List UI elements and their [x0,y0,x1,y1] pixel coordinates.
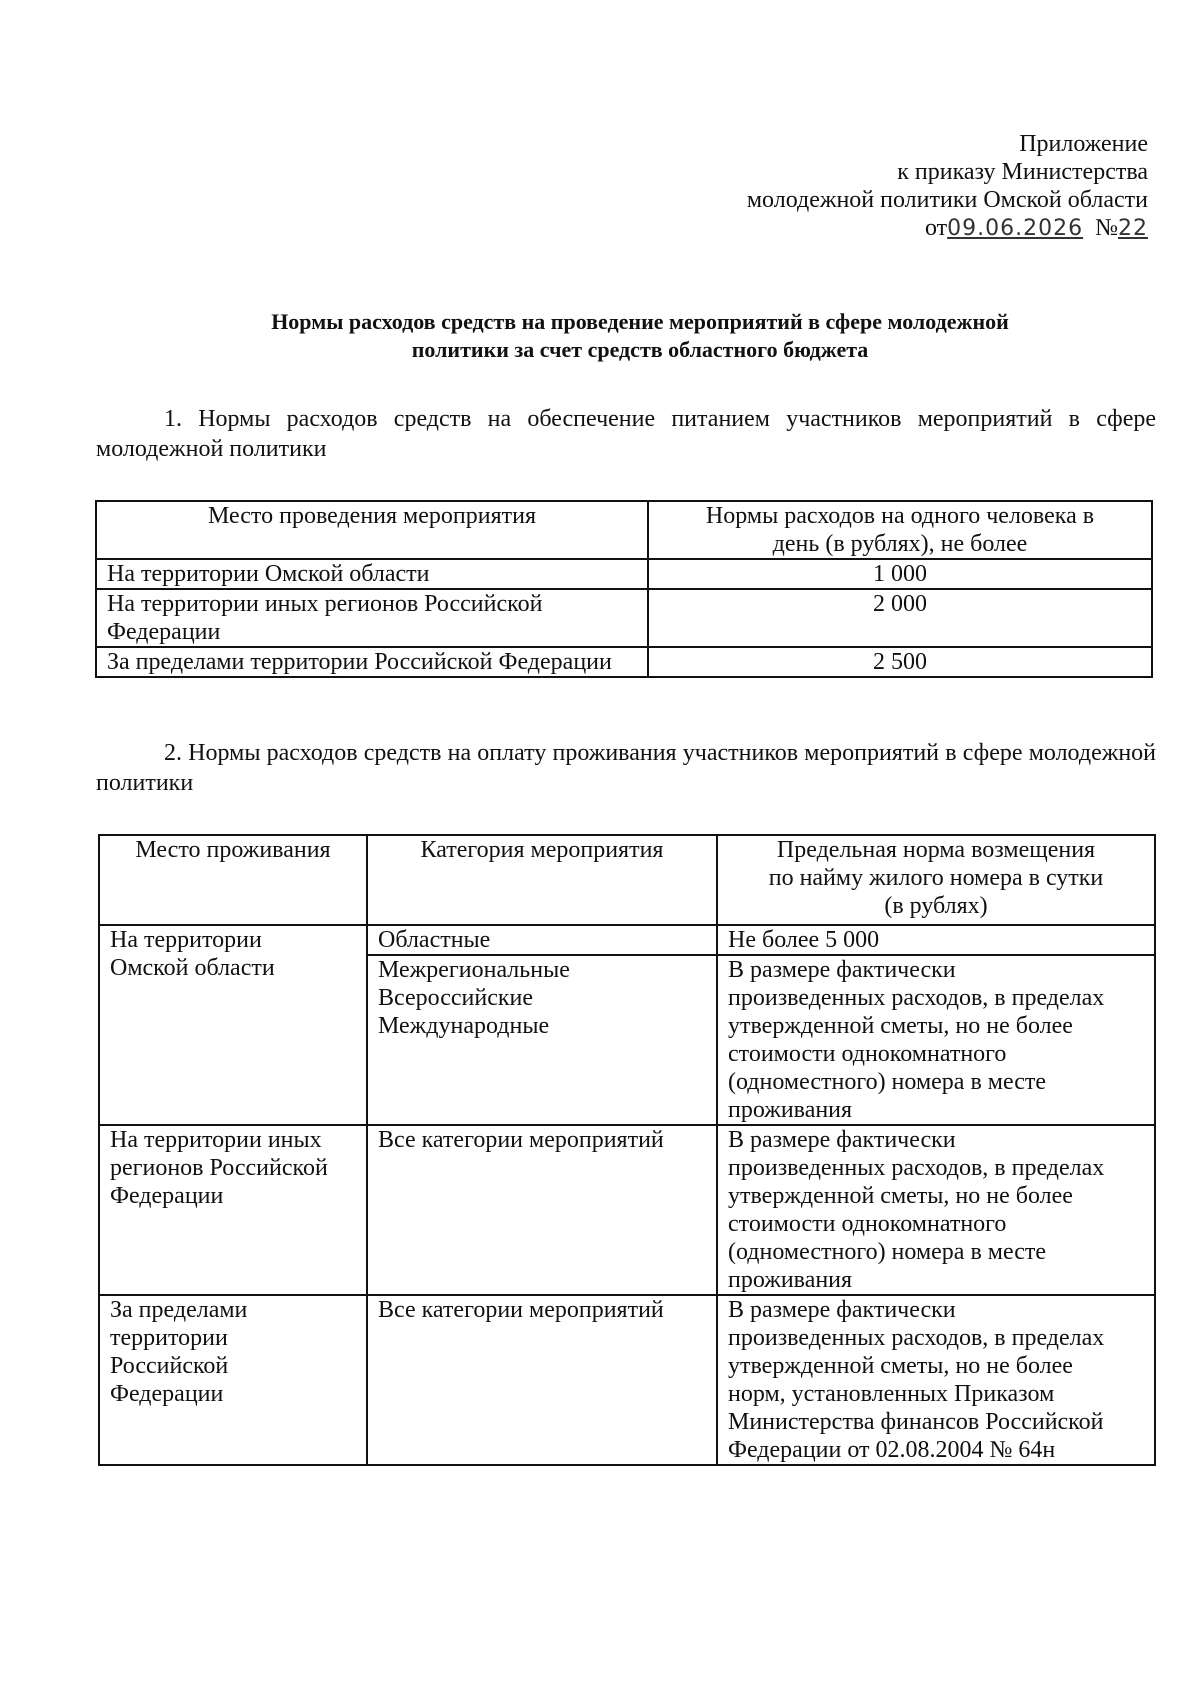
appendix-line-1: Приложение [1019,131,1148,157]
appendix-date-line [747,214,1148,243]
section-2-heading: 2. Нормы расходов средств на оплату проживания участников мероприятий в сфере молодежной политики [96,740,1156,796]
table-row [96,589,1152,647]
appendix-line-3: молодежной политики Омской области [746,187,1148,213]
header-category: Категория мероприятия [367,835,717,925]
table-row [96,647,1152,677]
row-place: На территории Омской области [96,559,648,589]
row-place: На территории Омской области [99,925,367,1125]
row-place: За пределами территории Российской Федерации [96,647,648,677]
row-place: На территории иных регионов Российской Федерации [96,589,648,647]
header-norm: Предельная норма возмещения по найму жилого номера в сутки (в рублях) [717,835,1155,925]
header-place: Место проживания [99,835,367,925]
row-norm: 2 000 [648,589,1152,647]
order-date: 09.06.2026 [947,216,1084,241]
table-header-row [96,501,1152,559]
row-norm: 1 000 [648,559,1152,589]
row-category: Областные [367,925,717,955]
table-header-row [99,835,1155,925]
row-place: На территории иных регионов Российской Федерации [99,1125,367,1295]
header-norm: Нормы расходов на одного человека в день (в рублях), не более [648,501,1152,559]
document-title [190,308,1090,364]
row-norm: 2 500 [648,647,1152,677]
date-prefix: от [924,215,948,241]
row-category: Межрегиональные Всероссийские Международные [367,955,717,1125]
row-category: Все категории мероприятий [367,1125,717,1295]
accommodation-norms-table [98,834,1156,1466]
table-row [96,559,1152,589]
appendix-header [747,130,1148,243]
row-category: Все категории мероприятий [367,1295,717,1465]
row-norm: В размере фактически произведенных расходов, в пределах утвержденной сметы, но не более стоимости однокомнатного (одноместного) номера в месте проживания [717,955,1155,1125]
title-line-2: политики за счет средств областного бюджета [411,337,869,362]
food-norms-table [95,500,1153,678]
order-number: 22 [1118,216,1148,241]
appendix-line-2: к приказу Министерства [897,159,1148,185]
title-line-1: Нормы расходов средств на проведение мероприятий в сфере молодежной [271,309,1009,334]
number-prefix: № [1095,215,1118,241]
table-row [99,1295,1155,1465]
header-place: Место проведения мероприятия [96,501,648,559]
section-1-heading: 1. Нормы расходов средств на обеспечение питанием участников мероприятий в сфере молодежной политики [96,406,1156,462]
table-row [99,1125,1155,1295]
table-row [99,925,1155,955]
row-norm: Не более 5 000 [717,925,1155,955]
row-norm: В размере фактически произведенных расходов, в пределах утвержденной сметы, но не более норм, установленных Приказом Министерства финансов Российской Федерации от 02.08.2004 № 64н [717,1295,1155,1465]
row-norm: В размере фактически произведенных расходов, в пределах утвержденной сметы, но не более стоимости однокомнатного (одноместного) номера в месте проживания [717,1125,1155,1295]
row-place: За пределами территории Российской Федерации [99,1295,367,1465]
